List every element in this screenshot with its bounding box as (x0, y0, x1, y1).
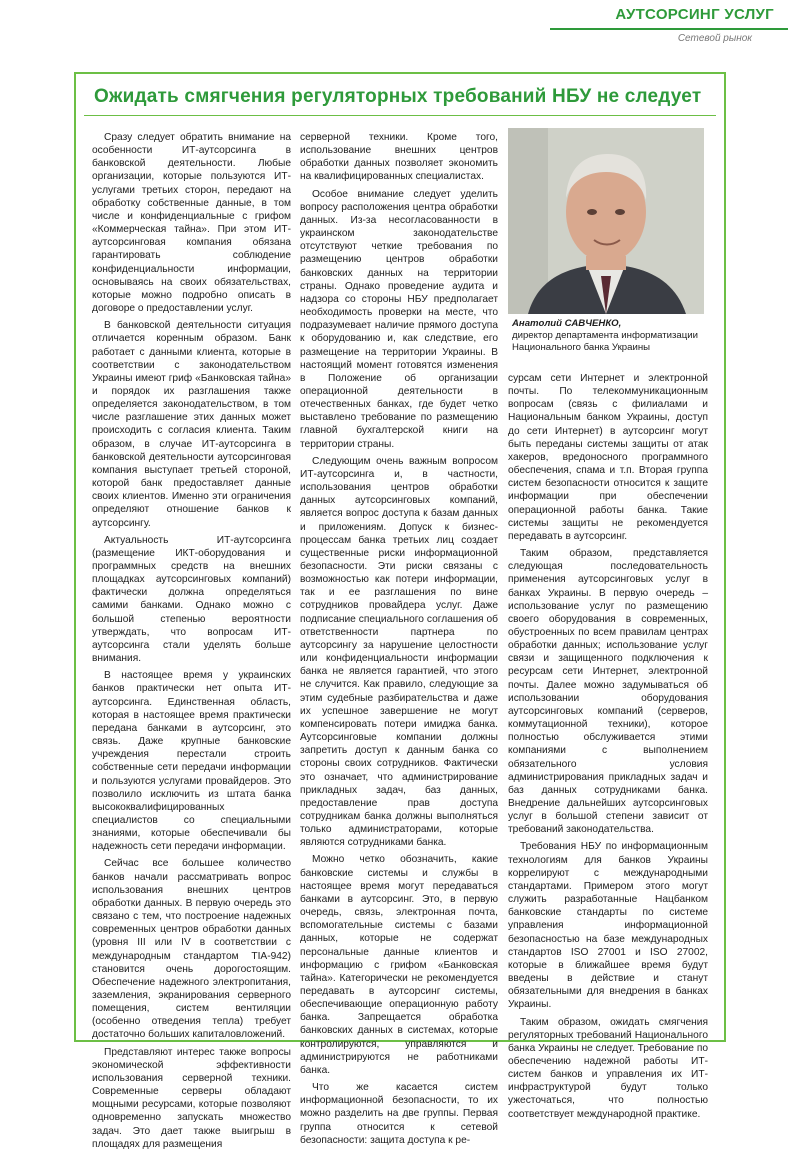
paragraph: Следующим очень важным вопросом ИТ-аутсорсинга и, в частности, использования центров обработки данных аутсорсинговых компаний, является вопрос доступа к базам данных и приложениям. Допуск к бизнес-процессам банка третьих лиц создает существенные риски информационной безопасности. Эти риски связаны с возможностью как потери информации, так и ее разглашения по вине сотрудников провайдера услуг. Даже подписание специального соглашения об ответственности партнера по аутсорсингу за нарушение целостности или конфиденциальности информации банка не является гарантией, что этого не случится. Как правило, следующие за этим судебные разбирательства и даже их успешное завершение не могут компенсировать потери имиджа банка. Аутсорсинговые компании должны запретить доступ к данным банка со стороны своих сотрудников. Фактически это означает, что администрирование прикладных задач, баз данных, предоставление прав доступа сотрудникам банка должны выполняться только администраторами, которые являются сотрудниками банка. (300, 455, 498, 849)
paragraph: Таким образом, представляется следующая последовательность применения аутсорсинговых услуг в банках Украины. В первую очередь – использование услуг по размещению своего оборудования в современных, обустроенных по всем правилам центрах обработки данных; использование услуг связи и защищенного подключения к ресурсам сети Интернет, электронной почты. Далее можно задумываться об использовании оборудования аутсорсинговых компаний (серверов, коммутационной техники), которое полностью обслуживается этими компаниями с выполнением обязательного условия администрирования прикладных задач и баз данных сотрудниками банка. Внедрение дальнейших аутсорсинговых услуг в большой степени зависит от требований законодательства. (508, 548, 708, 836)
paragraph: В банковской деятельности ситуация отличается коренным образом. Банк работает с данными клиента, которые в соответствии с законодательством Украины имеют гриф «Банковская тайна» и порядок их разглашения также определяется законодательством, в том числе разглашение этих данных может происходить с согласия клиента. Таким образом, в случае ИТ-аутсорсинга в банковской деятельности аутсорсинговая компания выступает третьей стороной, которой банк предоставляет данные своих клиентов. Именно эти ограничения определяют отношение банков к аутсорсингу. (92, 320, 291, 529)
author-name: Анатолий САВЧЕНКО, (512, 318, 622, 329)
paragraph: Представляют интерес также вопросы экономической эффективности использования серверной техники. Современные серверы обладают мощными ресурсами, которые позволяют одновременно запускать множество задач. Это дает также выигрыш в площадях для размещения (92, 1046, 291, 1150)
article-column-2 (300, 131, 498, 1146)
paragraph: Можно четко обозначить, какие банковские системы и службы в настоящее время могут передаваться банками в аутсорсинг. Это, в первую очередь, связь, электронная почта, вспомогательные системы с базами данных, которые не содержат персональные данные клиентов и информацию с грифом «Банковская тайна». Категорически не рекомендуется передавать в аутсорсинг системы, обеспечивающие операционную работу банка. Запрещается обработка банковских данных в системах, которые контролируются, управляются и администрируются не работниками банка. (300, 854, 498, 1076)
paragraph: В настоящее время у украинских банков практически нет опыта ИТ-аутсорсинга. Единственная область, которая в настоящее время практически передана банками в аутсорсинг, это связь. Даже крупные банковские учреждения перестали строить собственные сети передачи информации и пользуются услугами провайдеров. Это позволило исключить из штата банка высококвалифицированных специалистов со специальными знаниями, которые обеспечивали бы надежность сети передачи информации. (92, 670, 291, 853)
photo-caption (512, 318, 708, 354)
paragraph: Требования НБУ по информационным технологиям для банков Украины коррелируют с международными стандартами. Примером этого могут служить разработанные Нацбанком банковские стандарты по системе управления информационной безопасностью на базе международных стандартов ISO 27001 и ISO 27002, которые в ближайшее время будут введены в действие и станут обязательными для внедрения в банках Украины. (508, 841, 708, 1011)
paragraph: серверной техники. Кроме того, использование внешних центров обработки данных позволяет экономить на квалифицированных специалистах. (300, 132, 498, 183)
paragraph: сурсам сети Интернет и электронной почты. По телекоммуникационным вопросам (связь с филиалами и Национальным банком Украины, доступ до сети Интернет) в аутсорсинг могут быть переданы системы защиты от атак хакеров, вредоносного программного обеспечения, спама и т.п. Вторая группа систем безопасности относится к защите информации при обеспечении операционной работы банка. Такие системы защиты не рекомендуется передавать в аутсорсинг. (508, 373, 708, 542)
paragraph: Особое внимание следует уделить вопросу расположения центра обработки данных. Из-за несогласованности в украинском законодательстве отсутствуют четкие требования по размещению центров обработки банковских данных на территории страны. Однако проведение аудита и надзора со стороны НБУ предполагает необходимость проверки на месте, что подразумевает наличие прямого доступа к оборудованию и, как следствие, его размещение на территории Украины. В настоящий момент готовятся изменения в Положение об организации операционной деятельности в отечественных банках, где будет четко выставлено требование по размещению главной бухгалтерской книги на территории страны. (300, 188, 498, 450)
author-role: директор департамента информатизации Национального банка Украины (512, 330, 698, 353)
paragraph: Что же касается систем информационной безопасности, то их можно разделить на две группы. Первая группа относится к сетевой безопасности: защита доступа к ре- (300, 1082, 498, 1146)
paragraph: Сейчас все большее количество банков начали рассматривать вопрос использования внешних центров обработки данных. В первую очередь это связано с тем, что построение надежных современных центров обработки данных (уровня III или IV в соответствии с международным стандартом TIA-942) становится очень дорогостоящим. Обеспечение надежного электропитания, заземления, экранирования серверного помещения, систем вентиляции (особенно отведения тепла) требует достаточно больших капиталовложений. (92, 858, 291, 1041)
article-column-1 (92, 131, 291, 1150)
paragraph: Таким образом, ожидать смягчения регуляторных требований Национального банка Украины не следует. Требование по обеспечению надежной работы ИТ-систем банков и управления их ИТ-инфраструктурой будут только ужесточаться, что полностью соответствует международной практике. (508, 1016, 708, 1120)
section-title: АУТСОРСИНГ УСЛУГ (615, 6, 774, 23)
paragraph: Сразу следует обратить внимание на особенности ИТ-аутсорсинга в банковской деятельности. Любые организации, которые пользуются ИТ-услугами третьих сторон, передают на обработку собственные данные, в том числе и конфиденциальные с грифом «Коммерческая тайна». При этом ИТ-аутсорсинговая компания обязана гарантировать соблюдение конфиденциальности информации, основываясь на своих обязательствах, которые можно подробно описать в договоре о предоставлении услуг. (92, 132, 291, 315)
section-subtitle: Сетевой рынок (677, 33, 752, 44)
paragraph: Актуальность ИТ-аутсорсинга (размещение ИКТ-оборудования и программных средств на внешних площадках аутсорсинговых компаний) фактически должна определяться самими банками. Однако можно с большой степенью вероятности утверждать, что вопросам ИТ-аутсорсинга стали уделять больше внимания. (92, 534, 291, 665)
author-photo (508, 128, 704, 314)
header-rule (550, 28, 788, 30)
article-column-3 (508, 372, 708, 1120)
headline-rule (84, 115, 716, 116)
article-headline: Ожидать смягчения регуляторных требований НБУ не следует (94, 86, 702, 107)
